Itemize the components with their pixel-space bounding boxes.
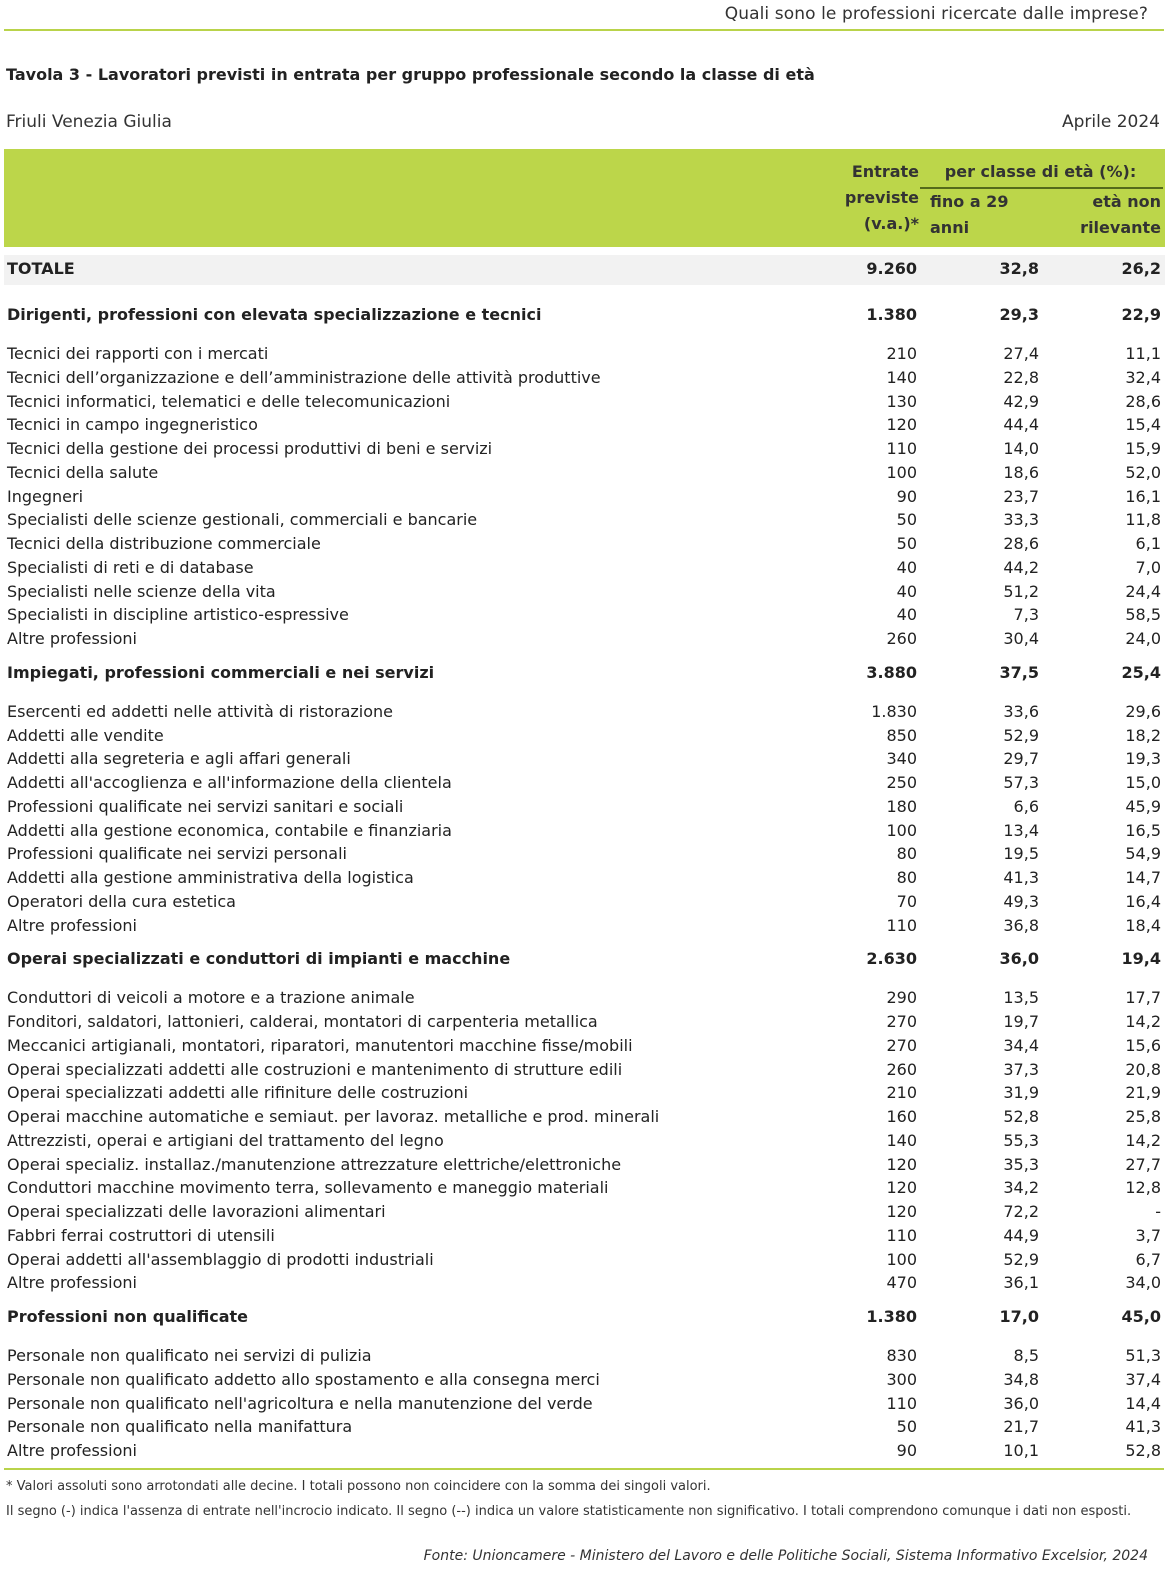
row-label: Esercenti ed addetti nelle attività di ristorazione	[7, 701, 394, 721]
group-row	[4, 948, 1165, 972]
row-fino-29-value: 6,6	[1013, 796, 1039, 816]
row-eta-non-rilevante-value: 25,8	[1125, 1107, 1161, 1126]
row-fino-29-value: 42,9	[1003, 391, 1039, 411]
row-eta-non-rilevante-value: 16,4	[1125, 891, 1161, 911]
header-entrate-line-1: Entrate	[851, 162, 919, 181]
row-fino-29-value: 27,4	[1003, 344, 1039, 363]
row-eta-non-rilevante-value: 14,7	[1125, 868, 1161, 887]
row-label: Tecnici della salute	[7, 462, 159, 482]
table-row	[4, 1272, 1165, 1296]
row-entrate-value: 290	[886, 988, 917, 1008]
row-eta-non-rilevante-value: 51,3	[1125, 1346, 1161, 1365]
row-eta-non-rilevante-value: 6,1	[1135, 534, 1161, 553]
row-eta-non-rilevante-value: 14,4	[1125, 1393, 1161, 1413]
table-row	[4, 1059, 1165, 1083]
row-eta-non-rilevante-value: 29,6	[1125, 701, 1161, 721]
source-note: Fonte: Unioncamere - Ministero del Lavoro e delle Politiche Sociali, Sistema Informativo Excelsior, 2024	[423, 1548, 1148, 1564]
row-fino-29-value: 10,1	[1003, 1441, 1039, 1460]
row-label: Personale non qualificato addetto allo spostamento e alla consegna merci	[7, 1369, 600, 1389]
row-entrate-value: 850	[886, 725, 917, 745]
table-row	[4, 604, 1165, 628]
row-entrate-value: 1.380	[866, 305, 917, 324]
row-label: Personale non qualificato nella manifattura	[7, 1417, 353, 1437]
row-eta-non-rilevante-value: 45,9	[1125, 796, 1161, 816]
table-row	[4, 628, 1165, 652]
row-entrate-value: 50	[896, 510, 917, 530]
row-fino-29-value: 36,1	[1003, 1273, 1039, 1293]
row-eta-non-rilevante-value: 19,4	[1121, 949, 1161, 969]
row-eta-non-rilevante-value: 34,0	[1125, 1273, 1161, 1293]
row-label: Professioni qualificate nei servizi sanitari e sociali	[7, 796, 404, 816]
row-label: Operai specializ. installaz./manutenzione attrezzature elettriche/elettroniche	[7, 1154, 622, 1174]
group-row	[4, 1306, 1165, 1330]
row-entrate-value: 120	[886, 415, 917, 435]
row-eta-non-rilevante-value: 14,2	[1125, 1012, 1161, 1031]
row-label: Dirigenti, professioni con elevata specializzazione e tecnici	[7, 305, 542, 324]
row-fino-29-value: 33,6	[1003, 701, 1039, 721]
row-entrate-value: 340	[886, 749, 917, 769]
header-eta-line-2: rilevante	[1080, 218, 1161, 237]
table-header	[4, 149, 1165, 247]
row-label: Ingegneri	[7, 486, 84, 506]
row-eta-non-rilevante-value: 19,3	[1125, 749, 1161, 769]
row-fino-29-value: 52,9	[1003, 725, 1039, 745]
table-row	[4, 796, 1165, 820]
table-row	[4, 1416, 1165, 1440]
row-label: Professioni non qualificate	[7, 1307, 248, 1326]
header-divider	[4, 29, 1164, 31]
row-entrate-value: 110	[886, 1225, 917, 1245]
row-label: Tecnici della gestione dei processi produttivi di beni e servizi	[7, 439, 493, 458]
table-row	[4, 1225, 1165, 1249]
footnote-1: * Valori assoluti sono arrotondati alle decine. I totali possono non coincidere con la somma dei singoli valori.	[6, 1479, 711, 1494]
row-fino-29-value: 35,3	[1003, 1154, 1039, 1174]
table-row	[4, 1154, 1165, 1178]
header-eta-non-rilevante	[1061, 189, 1161, 241]
table-row	[4, 486, 1165, 510]
table-row	[4, 867, 1165, 891]
row-label: Specialisti di reti e di database	[7, 557, 254, 577]
table-row	[4, 915, 1165, 939]
row-entrate-value: 110	[886, 915, 917, 935]
row-label: Operai macchine automatiche e semiaut. per lavoraz. metalliche e prod. minerali	[7, 1107, 660, 1126]
period-label: Aprile 2024	[1062, 112, 1160, 132]
row-entrate-value: 120	[886, 1178, 917, 1198]
table-row	[4, 1249, 1165, 1273]
header-fino-29: fino a 29 anni	[930, 192, 1009, 237]
row-label: Altre professioni	[7, 915, 137, 935]
row-eta-non-rilevante-value: 18,2	[1125, 725, 1161, 745]
row-label: Professioni qualificate nei servizi personali	[7, 844, 347, 864]
row-label: Personale non qualificato nei servizi di pulizia	[7, 1346, 372, 1365]
row-eta-non-rilevante-value: 22,9	[1121, 305, 1161, 324]
row-label: Tecnici in campo ingegneristico	[7, 415, 258, 435]
table-row	[4, 462, 1165, 486]
table-row	[4, 1082, 1165, 1106]
table-row	[4, 1011, 1165, 1035]
row-entrate-value: 100	[886, 820, 917, 840]
row-entrate-value: 3.880	[866, 662, 917, 682]
row-eta-non-rilevante-value: 41,3	[1125, 1417, 1161, 1437]
row-eta-non-rilevante-value: 14,2	[1125, 1130, 1161, 1150]
table-row	[4, 701, 1165, 725]
page-header-question: Quali sono le professioni ricercate dalle imprese?	[724, 4, 1148, 24]
row-label: Altre professioni	[7, 629, 137, 648]
row-fino-29-value: 37,3	[1003, 1059, 1039, 1079]
row-fino-29-value: 51,2	[1003, 581, 1039, 601]
row-entrate-value: 90	[896, 486, 917, 506]
row-fino-29-value: 36,0	[1003, 1393, 1039, 1413]
row-fino-29-value: 34,2	[1003, 1178, 1039, 1198]
row-label: Addetti all'accoglienza e all'informazione della clientela	[7, 773, 452, 792]
table-row	[4, 391, 1165, 415]
table-row	[4, 772, 1165, 796]
region-label: Friuli Venezia Giulia	[6, 112, 172, 132]
row-entrate-value: 110	[886, 1393, 917, 1413]
row-entrate-value: 210	[886, 344, 917, 363]
row-fino-29-value: 34,8	[1003, 1369, 1039, 1389]
row-entrate-value: 40	[896, 605, 917, 625]
row-label: Addetti alla gestione amministrativa della logistica	[7, 868, 414, 887]
total-row	[4, 255, 1165, 285]
row-eta-non-rilevante-value: 52,0	[1125, 462, 1161, 482]
table-row	[4, 509, 1165, 533]
table-row	[4, 1130, 1165, 1154]
row-entrate-value: 470	[886, 1273, 917, 1293]
row-entrate-value: 1.830	[871, 701, 917, 721]
table-row	[4, 557, 1165, 581]
row-fino-29-value: 19,7	[1003, 1012, 1039, 1031]
table-title: Tavola 3 - Lavoratori previsti in entrata per gruppo professionale secondo la classe di età	[6, 65, 815, 84]
row-label: Addetti alle vendite	[7, 725, 164, 745]
row-eta-non-rilevante-value: 28,6	[1125, 391, 1161, 411]
row-label: Altre professioni	[7, 1273, 137, 1293]
row-eta-non-rilevante-value: 11,1	[1125, 344, 1161, 363]
row-fino-29-value: 21,7	[1003, 1417, 1039, 1437]
table-row	[4, 843, 1165, 867]
row-entrate-value: 110	[886, 439, 917, 458]
row-eta-non-rilevante-value: 15,9	[1125, 439, 1161, 458]
row-label: Operai specializzati delle lavorazioni alimentari	[7, 1202, 386, 1221]
row-entrate-value: 120	[886, 1154, 917, 1174]
table-row	[4, 1106, 1165, 1130]
table-row	[4, 1201, 1165, 1225]
row-label: TOTALE	[7, 259, 75, 278]
row-eta-non-rilevante-value: 15,0	[1125, 773, 1161, 792]
row-eta-non-rilevante-value: 15,6	[1125, 1035, 1161, 1055]
table-row	[4, 438, 1165, 462]
row-entrate-value: 210	[886, 1083, 917, 1103]
row-fino-29-value: 18,6	[1003, 462, 1039, 482]
row-entrate-value: 140	[886, 1130, 917, 1150]
row-label: Tecnici dell’organizzazione e dell’amministrazione delle attività produttive	[7, 367, 601, 387]
row-fino-29-value: 33,3	[1003, 510, 1039, 530]
row-fino-29-value: 30,4	[1003, 629, 1039, 648]
row-eta-non-rilevante-value: 18,4	[1125, 915, 1161, 935]
header-age-group: per classe di età (%):	[944, 162, 1137, 181]
row-entrate-value: 2.630	[866, 949, 917, 969]
row-eta-non-rilevante-value: 24,4	[1125, 581, 1161, 601]
row-entrate-value: 270	[886, 1035, 917, 1055]
row-entrate-value: 270	[886, 1012, 917, 1031]
row-eta-non-rilevante-value: 37,4	[1125, 1369, 1161, 1389]
row-fino-29-value: 8,5	[1013, 1346, 1039, 1365]
row-label: Fabbri ferrai costruttori di utensili	[7, 1225, 275, 1245]
row-label: Impiegati, professioni commerciali e nei servizi	[7, 662, 435, 682]
row-eta-non-rilevante-value: 17,7	[1125, 988, 1161, 1008]
row-entrate-value: 140	[886, 367, 917, 387]
row-entrate-value: 160	[886, 1107, 917, 1126]
row-label: Operai specializzati addetti alle costruzioni e mantenimento di strutture edili	[7, 1059, 623, 1079]
row-fino-29-value: 44,2	[1003, 557, 1039, 577]
row-fino-29-value: 7,3	[1013, 605, 1039, 625]
table-row	[4, 367, 1165, 391]
row-fino-29-value: 44,4	[1003, 415, 1039, 435]
row-label: Altre professioni	[7, 1441, 137, 1460]
row-fino-29-value: 19,5	[1003, 844, 1039, 864]
row-entrate-value: 120	[886, 1202, 917, 1221]
row-entrate-value: 260	[886, 629, 917, 648]
row-eta-non-rilevante-value: 12,8	[1125, 1178, 1161, 1198]
row-eta-non-rilevante-value: 11,8	[1125, 510, 1161, 530]
row-eta-non-rilevante-value: 15,4	[1125, 415, 1161, 435]
row-entrate-value: 50	[896, 534, 917, 553]
row-label: Specialisti delle scienze gestionali, commerciali e bancarie	[7, 510, 478, 530]
row-entrate-value: 300	[886, 1369, 917, 1389]
row-label: Tecnici dei rapporti con i mercati	[7, 344, 269, 363]
row-label: Conduttori di veicoli a motore e a trazione animale	[7, 988, 415, 1008]
header-eta-line-1: età non	[1092, 192, 1161, 211]
row-label: Fonditori, saldatori, lattonieri, calderai, montatori di carpenteria metallica	[7, 1012, 598, 1031]
row-label: Tecnici della distribuzione commerciale	[7, 534, 321, 553]
table-row	[4, 820, 1165, 844]
table-row	[4, 1440, 1165, 1464]
row-fino-29-value: 37,5	[999, 662, 1039, 682]
row-entrate-value: 70	[896, 891, 917, 911]
row-entrate-value: 100	[886, 1249, 917, 1269]
table-row	[4, 725, 1165, 749]
row-fino-29-value: 55,3	[1003, 1130, 1039, 1150]
row-entrate-value: 90	[896, 1441, 917, 1460]
row-eta-non-rilevante-value: 20,8	[1125, 1059, 1161, 1079]
row-eta-non-rilevante-value: 24,0	[1125, 629, 1161, 648]
table-row	[4, 533, 1165, 557]
row-eta-non-rilevante-value: 7,0	[1135, 557, 1161, 577]
table-bottom-divider	[4, 1468, 1164, 1470]
row-label: Personale non qualificato nell'agricoltura e nella manutenzione del verde	[7, 1393, 593, 1413]
table-row	[4, 1345, 1165, 1369]
row-fino-29-value: 41,3	[1003, 868, 1039, 887]
row-eta-non-rilevante-value: 25,4	[1121, 662, 1161, 682]
row-fino-29-value: 17,0	[999, 1307, 1039, 1326]
row-fino-29-value: 44,9	[1003, 1225, 1039, 1245]
row-eta-non-rilevante-value: 52,8	[1125, 1441, 1161, 1460]
row-entrate-value: 80	[896, 844, 917, 864]
row-eta-non-rilevante-value: 3,7	[1135, 1225, 1161, 1245]
row-entrate-value: 250	[886, 773, 917, 792]
row-eta-non-rilevante-value: 54,9	[1125, 844, 1161, 864]
row-label: Operai specializzati e conduttori di impianti e macchine	[7, 949, 511, 969]
row-label: Tecnici informatici, telematici e delle telecomunicazioni	[7, 391, 451, 411]
row-fino-29-value: 28,6	[1003, 534, 1039, 553]
row-fino-29-value: 36,0	[999, 949, 1039, 969]
table-row	[4, 748, 1165, 772]
row-entrate-value: 40	[896, 581, 917, 601]
row-label: Meccanici artigianali, montatori, riparatori, manutentori macchine fisse/mobili	[7, 1035, 633, 1055]
row-fino-29-value: 23,7	[1003, 486, 1039, 506]
row-entrate-value: 80	[896, 868, 917, 887]
row-fino-29-value: 52,9	[1003, 1249, 1039, 1269]
table-row	[4, 1369, 1165, 1393]
row-entrate-value: 9.260	[866, 259, 917, 278]
row-fino-29-value: 31,9	[1003, 1083, 1039, 1103]
row-entrate-value: 50	[896, 1417, 917, 1437]
table-row	[4, 1393, 1165, 1417]
table-row	[4, 414, 1165, 438]
row-eta-non-rilevante-value: 16,1	[1125, 486, 1161, 506]
row-label: Operai addetti all'assemblaggio di prodotti industriali	[7, 1249, 434, 1269]
group-row	[4, 662, 1165, 686]
row-eta-non-rilevante-value: 21,9	[1125, 1083, 1161, 1103]
header-entrate	[799, 159, 919, 237]
row-eta-non-rilevante-value: 27,7	[1125, 1154, 1161, 1174]
row-label: Operatori della cura estetica	[7, 891, 236, 911]
row-fino-29-value: 36,8	[1003, 915, 1039, 935]
row-entrate-value: 180	[886, 796, 917, 816]
row-fino-29-value: 13,5	[1003, 988, 1039, 1008]
row-label: Addetti alla segreteria e agli affari generali	[7, 749, 351, 769]
row-fino-29-value: 52,8	[1003, 1107, 1039, 1126]
group-row	[4, 304, 1165, 328]
row-label: Specialisti in discipline artistico-espressive	[7, 605, 349, 625]
row-fino-29-value: 32,8	[999, 259, 1039, 278]
row-eta-non-rilevante-value: 32,4	[1125, 367, 1161, 387]
row-fino-29-value: 57,3	[1003, 773, 1039, 792]
row-entrate-value: 40	[896, 557, 917, 577]
row-fino-29-value: 49,3	[1003, 891, 1039, 911]
row-entrate-value: 1.380	[866, 1307, 917, 1326]
row-fino-29-value: 72,2	[1003, 1202, 1039, 1221]
table-row	[4, 891, 1165, 915]
row-fino-29-value: 29,3	[999, 305, 1039, 324]
row-label: Specialisti nelle scienze della vita	[7, 581, 276, 601]
row-eta-non-rilevante-value: 45,0	[1121, 1307, 1161, 1326]
row-entrate-value: 130	[886, 391, 917, 411]
row-entrate-value: 260	[886, 1059, 917, 1079]
row-eta-non-rilevante-value: 26,2	[1121, 259, 1161, 278]
row-eta-non-rilevante-value: 16,5	[1125, 820, 1161, 840]
row-eta-non-rilevante-value: 58,5	[1125, 605, 1161, 625]
header-entrate-line-2: previste	[844, 188, 919, 207]
table-row	[4, 1035, 1165, 1059]
row-eta-non-rilevante-value: 6,7	[1135, 1249, 1161, 1269]
row-fino-29-value: 13,4	[1003, 820, 1039, 840]
row-fino-29-value: 34,4	[1003, 1035, 1039, 1055]
table-row	[4, 581, 1165, 605]
row-fino-29-value: 22,8	[1003, 367, 1039, 387]
row-fino-29-value: 14,0	[1003, 439, 1039, 458]
table-row	[4, 987, 1165, 1011]
row-label: Attrezzisti, operai e artigiani del trattamento del legno	[7, 1130, 444, 1150]
table-row	[4, 1177, 1165, 1201]
header-entrate-line-3: (v.a.)*	[863, 214, 919, 233]
row-eta-non-rilevante-value: -	[1155, 1202, 1161, 1221]
row-label: Addetti alla gestione economica, contabile e finanziaria	[7, 820, 452, 840]
row-entrate-value: 830	[886, 1346, 917, 1365]
row-label: Conduttori macchine movimento terra, sollevamento e maneggio materiali	[7, 1178, 609, 1198]
row-entrate-value: 100	[886, 462, 917, 482]
footnote-2: Il segno (-) indica l'assenza di entrate nell'incrocio indicato. Il segno (--) indica un valore statisticamente non significativo. I totali comprendono comunque i dati non esposti.	[6, 1504, 1132, 1519]
row-label: Operai specializzati addetti alle rifiniture delle costruzioni	[7, 1083, 469, 1103]
table-row	[4, 343, 1165, 367]
row-fino-29-value: 29,7	[1003, 749, 1039, 769]
